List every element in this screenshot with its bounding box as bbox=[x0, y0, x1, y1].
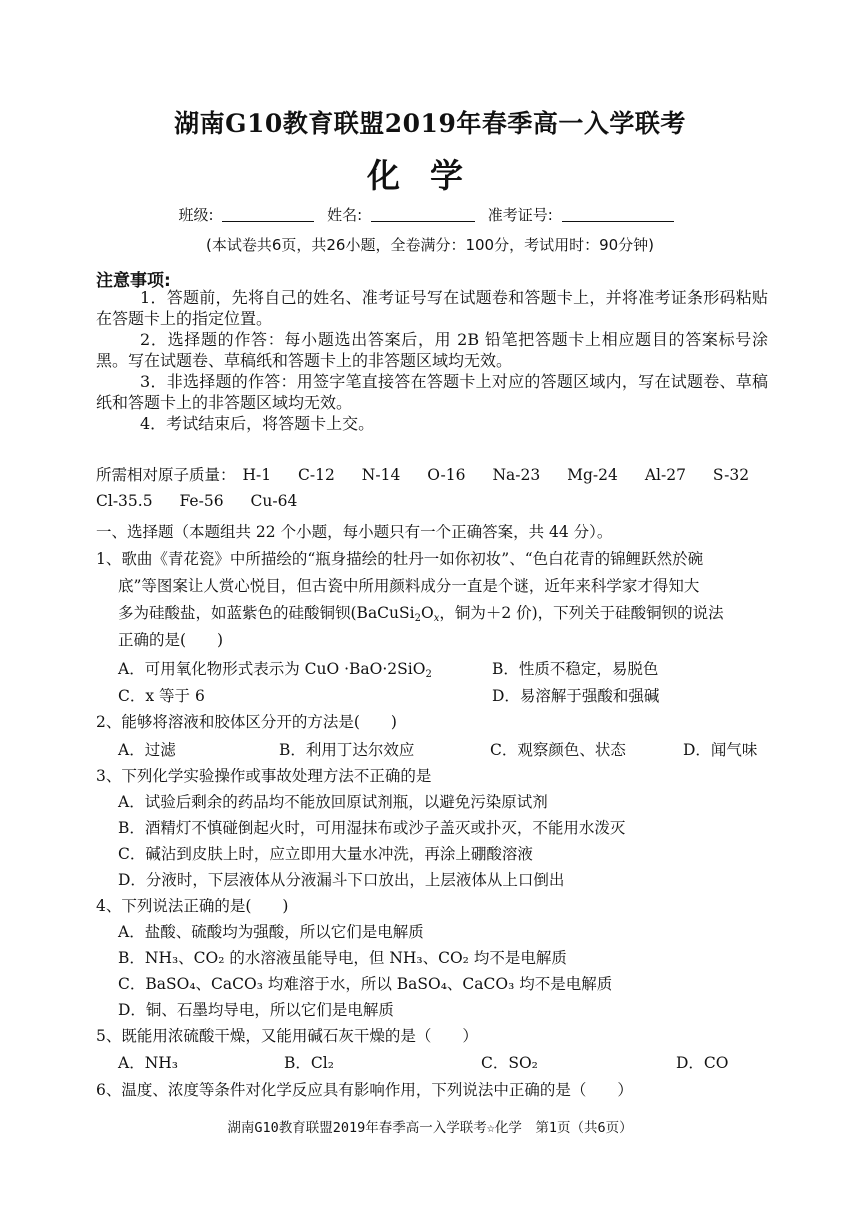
q5-option-c: C．SO₂ bbox=[481, 1054, 538, 1072]
q4-stem: 4、下列说法正确的是( ) bbox=[96, 897, 289, 915]
name-blank bbox=[371, 207, 475, 222]
name-label: 姓名: bbox=[327, 206, 363, 224]
q1-option-d: D．易溶解于强酸和强碱 bbox=[492, 687, 660, 705]
q6-stem: 6、温度、浓度等条件对化学反应具有影响作用，下列说法中正确的是（ ） bbox=[96, 1081, 633, 1099]
mass-item: Fe-56 bbox=[179, 492, 224, 510]
exam-info: (本试卷共6页，共26小题，全卷满分：100分，考试用时：90分钟) bbox=[205, 236, 655, 254]
q3-stem: 3、下列化学实验操作或事故处理方法不正确的是 bbox=[96, 767, 432, 785]
atomic-masses-row-1 bbox=[96, 463, 749, 485]
student-info-line bbox=[0, 204, 860, 225]
id-label: 准考证号: bbox=[487, 206, 553, 224]
q1-line-4: 正确的是( ) bbox=[118, 631, 224, 649]
q3-option-d: D．分液时，下层液体从分液漏斗下口放出，上层液体从上口倒出 bbox=[118, 871, 565, 889]
q5-stem: 5、既能用浓硫酸干燥，又能用碱石灰干燥的是（ ） bbox=[96, 1027, 478, 1045]
mass-item: S-32 bbox=[712, 466, 750, 484]
q1-line-3: 多为硅酸盐，如蓝紫色的硅酸铜钡($BaCuSi_2O_x$，铜为＋2 价)，下列关于硅酸铜钡的说法 bbox=[118, 604, 724, 624]
q1-option-b: B．性质不稳定，易脱色 bbox=[492, 660, 659, 678]
q3-option-a: A．试验后剩余的药品均不能放回原试剂瓶，以避免污染原试剂 bbox=[118, 793, 548, 811]
notice-item-3: 3．非选择题的作答：用签字笔直接答在答题卡上对应的答题区域内，写在试题卷、草稿纸和答题卡上的非答题区域均无效。 bbox=[96, 372, 768, 412]
q4-option-a: A．盐酸、硫酸均为强酸，所以它们是电解质 bbox=[118, 923, 424, 941]
mass-item: Na-23 bbox=[492, 466, 541, 484]
q1-line-2: 底”等图案让人赏心悦目，但古瓷中所用颜料成分一直是个谜，近年来科学家才得知大 bbox=[118, 577, 700, 595]
q1-line-1: 1、歌曲《青花瓷》中所描绘的“瓶身描绘的牡丹一如你初妆”、“色白花青的锦鲤跃然於碗 bbox=[96, 550, 704, 568]
q1-option-a: A．可用氧化物形式表示为 CuO ·BaO·2SiO$_2$ bbox=[118, 660, 432, 680]
q2-option-b: B．利用丁达尔效应 bbox=[279, 741, 415, 759]
q2-option-a: A．过滤 bbox=[118, 741, 176, 759]
q4-option-c: C．BaSO₄、CaCO₃ 均难溶于水，所以 BaSO₄、CaCO₃ 均不是电解质 bbox=[118, 975, 613, 993]
class-blank bbox=[222, 207, 314, 222]
section-heading: 一、选择题（本题组共 22 个小题，每小题只有一个正确答案，共 44 分）。 bbox=[96, 523, 613, 541]
mass-item: Cl-35.5 bbox=[96, 492, 153, 510]
masses-label: 所需相对原子质量： bbox=[96, 466, 236, 484]
q1-text: 多为硅酸盐，如蓝紫色的硅酸铜钡(BaCuSi bbox=[118, 604, 415, 622]
class-label: 班级: bbox=[178, 206, 214, 224]
mass-item: N-14 bbox=[361, 466, 401, 484]
q5-option-d: D．CO bbox=[676, 1054, 729, 1072]
q5-option-a: A．NH₃ bbox=[118, 1054, 178, 1072]
mass-item: Al-27 bbox=[644, 466, 686, 484]
notice-item-2: 2．选择题的作答：每小题选出答案后，用 2B 铅笔把答题卡上相应题目的答案标号涂黑。写在试题卷、草稿纸和答题卡上的非答题区域均无效。 bbox=[96, 330, 768, 370]
mass-item: H-1 bbox=[242, 466, 272, 484]
subject-title: 化学 bbox=[367, 156, 493, 195]
q3-option-b: B．酒精灯不慎碰倒起火时，可用湿抹布或沙子盖灭或扑灭，不能用水泼灭 bbox=[118, 819, 626, 837]
mass-item: C-12 bbox=[298, 466, 335, 484]
mass-item: Mg-24 bbox=[567, 466, 618, 484]
q1-text: ，铜为＋2 价)，下列关于硅酸铜钡的说法 bbox=[439, 604, 724, 622]
exam-title: 湖南G10教育联盟2019年春季高一入学联考 bbox=[174, 109, 686, 138]
mass-item: Cu-64 bbox=[250, 492, 298, 510]
q2-option-d: D．闻气味 bbox=[683, 741, 758, 759]
option-text: A．可用氧化物形式表示为 CuO ·BaO·2SiO bbox=[118, 660, 426, 678]
q5-option-b: B．Cl₂ bbox=[284, 1054, 334, 1072]
notice-item-4: 4．考试结束后，将答题卡上交。 bbox=[140, 414, 375, 433]
page-footer: 湖南G10教育联盟2019年春季高一入学联考☆化学 第1页（共6页） bbox=[227, 1120, 633, 1136]
q2-option-c: C．观察颜色、状态 bbox=[490, 741, 626, 759]
q4-option-b: B．NH₃、CO₂ 的水溶液虽能导电，但 NH₃、CO₂ 均不是电解质 bbox=[118, 949, 567, 967]
notice-title: 注意事项: bbox=[96, 271, 171, 291]
q2-stem: 2、能够将溶液和胶体区分开的方法是( ) bbox=[96, 713, 397, 731]
mass-item: O-16 bbox=[427, 466, 466, 484]
notice-item-1: 1．答题前，先将自己的姓名、准考证号写在试题卷和答题卡上，并将准考证条形码粘贴在答题卡上的指定位置。 bbox=[96, 288, 768, 328]
q1-option-c: C．x 等于 6 bbox=[118, 687, 205, 705]
q4-option-d: D．铜、石墨均导电，所以它们是电解质 bbox=[118, 1001, 394, 1019]
atomic-masses-row-2 bbox=[96, 492, 319, 510]
q1-text: O bbox=[420, 604, 434, 622]
q3-option-c: C．碱沾到皮肤上时，应立即用大量水冲洗，再涂上硼酸溶液 bbox=[118, 845, 533, 863]
id-blank bbox=[562, 207, 674, 222]
